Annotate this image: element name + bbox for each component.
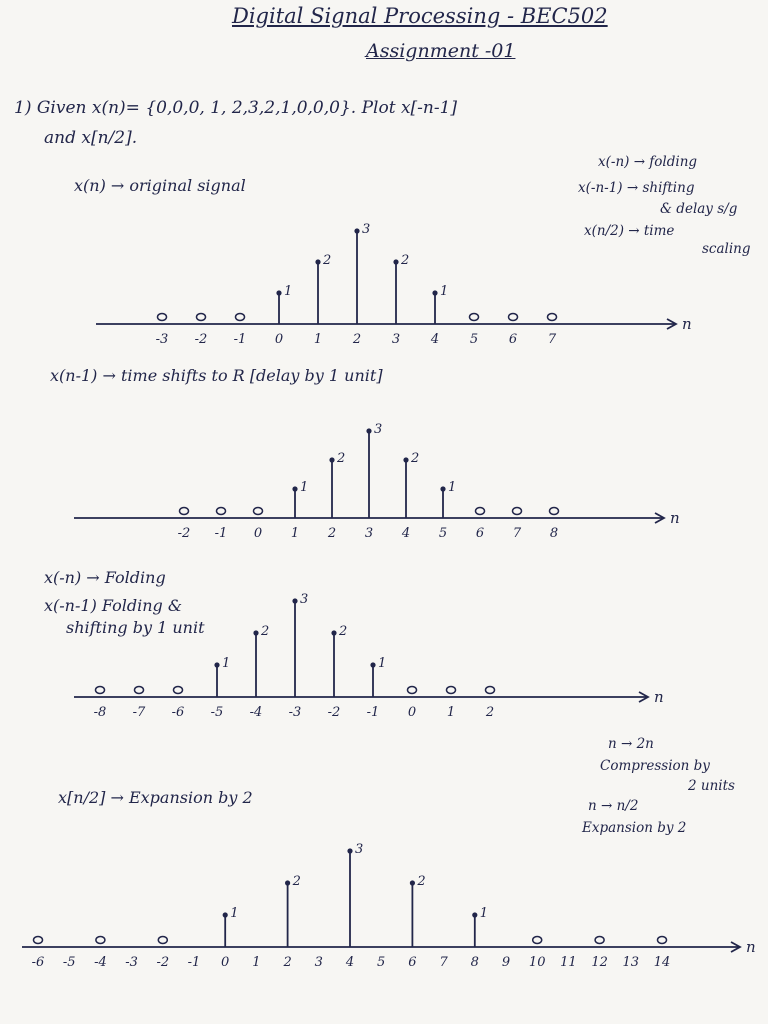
- zero-sample-marker: [550, 508, 559, 515]
- zero-sample-marker: [135, 687, 144, 694]
- tick-label: 0: [407, 705, 417, 720]
- tick-label: -2: [156, 955, 170, 970]
- zero-sample-marker: [658, 937, 667, 944]
- note-expansion: Expansion by 2: [582, 820, 687, 836]
- side-note-folding: x(-n) → folding: [598, 154, 698, 170]
- stem-point: [223, 912, 228, 917]
- stem-point: [285, 880, 290, 885]
- page-title: Digital Signal Processing - BEC502: [232, 4, 608, 28]
- note-n-to-n2: n → n/2: [588, 798, 639, 814]
- note-compression: Compression by: [600, 758, 710, 774]
- stem-point: [331, 630, 336, 635]
- plot-3-heading-2: x(-n-1) Folding &: [44, 596, 183, 615]
- tick-label: -6: [171, 705, 185, 720]
- tick-label: 4: [430, 332, 440, 347]
- tick-label: 9: [501, 955, 511, 970]
- plot-1-axis-label: n: [682, 315, 692, 333]
- data-label: 2: [411, 451, 420, 466]
- plot-1-heading: x(n) → original signal: [74, 176, 246, 195]
- plot-3-heading: x(-n) → Folding: [44, 568, 166, 587]
- tick-label: 0: [221, 955, 230, 970]
- plot-4-heading: x[n/2] → Expansion by 2: [58, 788, 253, 807]
- stem-point: [292, 486, 297, 491]
- zero-sample-marker: [236, 314, 245, 321]
- tick-label: -1: [187, 955, 201, 970]
- tick-label: -3: [125, 955, 138, 970]
- tick-label: -3: [288, 705, 302, 720]
- data-label: 1: [448, 480, 457, 495]
- zero-sample-marker: [180, 508, 189, 515]
- tick-label: -4: [249, 705, 263, 720]
- data-label: 2: [261, 624, 270, 639]
- zero-sample-marker: [509, 314, 518, 321]
- tick-label: 3: [391, 332, 401, 347]
- stem-point: [354, 228, 359, 233]
- stem-point: [440, 486, 445, 491]
- tick-label: -3: [155, 332, 169, 347]
- data-label: 2: [401, 253, 410, 268]
- tick-label: 6: [475, 526, 485, 541]
- stem-point: [214, 662, 219, 667]
- tick-label: -1: [366, 705, 380, 720]
- tick-label: 1: [252, 955, 261, 970]
- stem-point: [315, 259, 320, 264]
- data-label: 1: [479, 906, 489, 921]
- tick-label: 7: [439, 955, 448, 970]
- plot-3-axis-label: n: [654, 688, 664, 706]
- stem-point: [370, 662, 375, 667]
- data-label: 3: [355, 842, 364, 857]
- tick-label: 1: [313, 332, 323, 347]
- zero-sample-marker: [197, 314, 206, 321]
- stem-point: [472, 912, 477, 917]
- stem-point: [393, 259, 398, 264]
- tick-label: -1: [214, 526, 228, 541]
- data-label: 3: [362, 222, 371, 237]
- stem-point: [329, 457, 334, 462]
- side-note-shifting: x(-n-1) → shifting: [578, 180, 695, 196]
- tick-label: 1: [290, 526, 300, 541]
- tick-label: -5: [210, 705, 224, 720]
- tick-label: -5: [62, 955, 76, 970]
- tick-label: 8: [549, 526, 559, 541]
- plot-2-heading: x(n-1) → time shifts to R [delay by 1 unit]: [50, 366, 383, 385]
- tick-label: -2: [194, 332, 208, 347]
- zero-sample-marker: [447, 687, 456, 694]
- zero-sample-marker: [174, 687, 183, 694]
- stem-point: [403, 457, 408, 462]
- data-label: 1: [300, 480, 309, 495]
- assignment-subtitle: Assignment -01: [366, 40, 516, 62]
- data-label: 2: [417, 874, 426, 889]
- tick-label: 7: [512, 526, 522, 541]
- tick-label: -2: [327, 705, 341, 720]
- plot-4-axis-label: n: [746, 938, 756, 956]
- zero-sample-marker: [254, 508, 263, 515]
- zero-sample-marker: [158, 937, 167, 944]
- question-line-2: and x[n/2].: [44, 128, 138, 148]
- zero-sample-marker: [217, 508, 226, 515]
- stem-point: [366, 428, 371, 433]
- tick-label: 5: [438, 526, 448, 541]
- tick-label: -1: [233, 332, 247, 347]
- data-label: 2: [323, 253, 332, 268]
- stem-point: [253, 630, 258, 635]
- tick-label: -7: [132, 705, 146, 720]
- tick-label: 6: [408, 955, 417, 970]
- tick-label: -6: [31, 955, 45, 970]
- tick-label: 0: [253, 526, 263, 541]
- data-label: 2: [339, 624, 348, 639]
- zero-sample-marker: [96, 937, 105, 944]
- tick-label: 0: [274, 332, 284, 347]
- zero-sample-marker: [470, 314, 479, 321]
- zero-sample-marker: [34, 937, 43, 944]
- stem-point: [347, 848, 352, 853]
- tick-label: 10: [528, 955, 546, 970]
- data-label: 2: [337, 451, 346, 466]
- zero-sample-marker: [158, 314, 167, 321]
- tick-label: 1: [446, 705, 456, 720]
- tick-label: 3: [314, 955, 323, 970]
- side-note-scaling: scaling: [702, 241, 751, 257]
- tick-label: 3: [364, 526, 374, 541]
- tick-label: -2: [177, 526, 191, 541]
- side-note-time: x(n/2) → time: [584, 223, 675, 239]
- tick-label: 11: [560, 955, 577, 970]
- zero-sample-marker: [513, 508, 522, 515]
- tick-label: 8: [470, 955, 479, 970]
- tick-label: 2: [352, 332, 362, 347]
- tick-label: -4: [94, 955, 107, 970]
- zero-sample-marker: [533, 937, 542, 944]
- tick-label: 2: [283, 955, 292, 970]
- stem-point: [276, 290, 281, 295]
- note-2-units: 2 units: [688, 778, 735, 794]
- data-label: 1: [284, 284, 293, 299]
- tick-label: 12: [591, 955, 608, 970]
- data-label: 1: [378, 656, 387, 671]
- tick-label: 4: [345, 955, 355, 970]
- stem-point: [410, 880, 415, 885]
- tick-label: 13: [622, 955, 640, 970]
- tick-label: 14: [653, 955, 671, 970]
- side-note-delay: & delay s/g: [660, 201, 738, 217]
- tick-label: 2: [327, 526, 337, 541]
- tick-label: -8: [93, 705, 107, 720]
- zero-sample-marker: [548, 314, 557, 321]
- tick-label: 6: [508, 332, 518, 347]
- plot-3-heading-3: shifting by 1 unit: [66, 618, 205, 637]
- zero-sample-marker: [408, 687, 417, 694]
- tick-label: 2: [485, 705, 495, 720]
- zero-sample-marker: [476, 508, 485, 515]
- data-label: 1: [230, 906, 239, 921]
- plot-2-axis-label: n: [670, 509, 680, 527]
- data-label: 3: [300, 592, 309, 607]
- zero-sample-marker: [486, 687, 495, 694]
- tick-label: 5: [469, 332, 479, 347]
- stem-point: [432, 290, 437, 295]
- stem-point: [292, 598, 297, 603]
- data-label: 1: [222, 656, 231, 671]
- zero-sample-marker: [96, 687, 105, 694]
- tick-label: 4: [401, 526, 411, 541]
- tick-label: 7: [547, 332, 557, 347]
- data-label: 3: [374, 422, 383, 437]
- tick-label: 5: [377, 955, 386, 970]
- question-line-1: 1) Given x(n)= {0,0,0, 1, 2,3,2,1,0,0,0}. Plot x[-n-1]: [14, 98, 458, 118]
- data-label: 1: [440, 284, 449, 299]
- note-n-to-2n: n → 2n: [608, 736, 654, 752]
- zero-sample-marker: [595, 937, 604, 944]
- data-label: 2: [292, 874, 301, 889]
